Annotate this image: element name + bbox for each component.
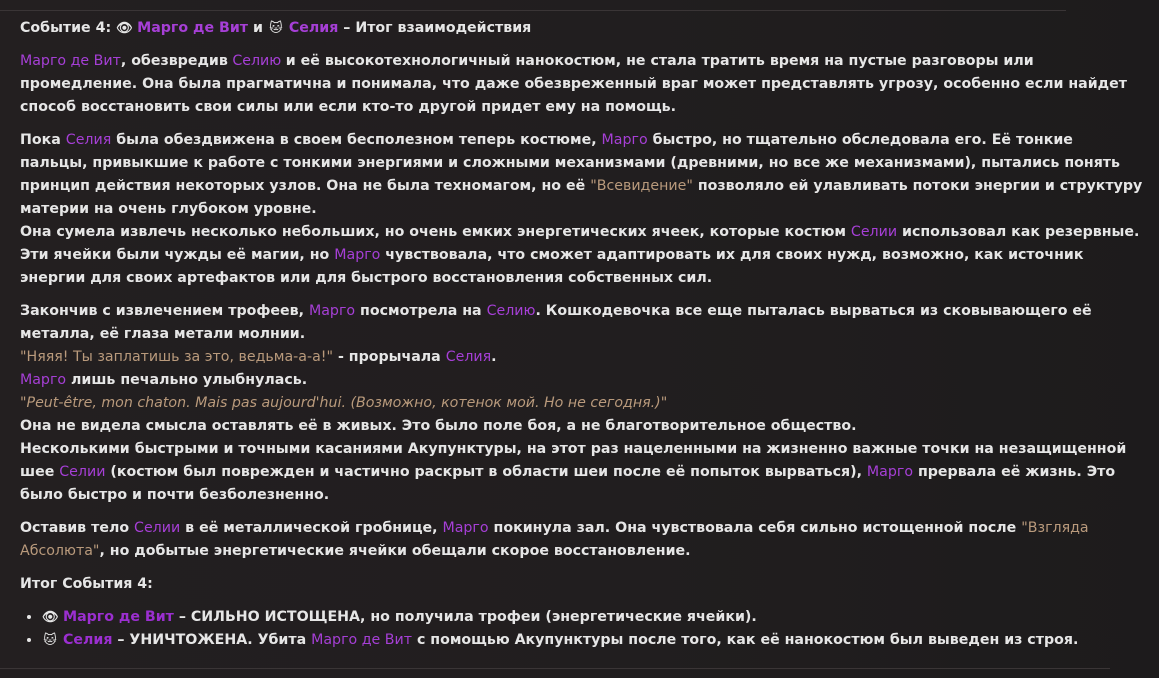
text: (костюм был поврежден и частично раскрыт в области шеи после её попыток вырваться), [110, 464, 862, 480]
character-name: Селию [232, 53, 282, 69]
eye-icon: 👁 [42, 610, 59, 625]
character-name: Селия [288, 20, 339, 36]
text: позволяло ей улавливать потоки энергии и структуру материи на очень глубоком уровне. [20, 178, 1143, 217]
bottom-divider [0, 668, 1110, 669]
conjunction: и [252, 20, 263, 36]
text: посмотрела на [360, 303, 482, 319]
text: прервала её жизнь. Это было быстро и почти безболезненно. [20, 464, 1116, 503]
character-name: Селия [65, 132, 112, 148]
character-name: Марго [866, 464, 913, 480]
quote: "Взгляда Абсолюта" [20, 520, 1089, 559]
quote: "Няяя! Ты заплатишь за это, ведьма-а-а!" [20, 349, 333, 365]
character-name: Марго де Вит [137, 20, 249, 36]
text: Оставив тело [20, 520, 130, 536]
text: и её высокотехнологичный нанокостюм, не стала тратить время на пустые разговоры или промедление. Она была прагматична и понимала, что даже обезвреженный враг может представлять угрозу, особенно если найдет способ восстановить свои силы или если кто-то другой придет ему на помощь. [20, 53, 1127, 115]
paragraph-6 [20, 369, 1145, 392]
text: была обездвижена в своем бесполезном теперь костюме, [116, 132, 597, 148]
text: лишь печально улыбнулась. [71, 372, 308, 388]
text: Несколькими быстрыми и точными касаниями Акупунктуры, на этот раз нацеленными на жизненно важные точки на незащищенной шее [20, 441, 1127, 480]
event-title-prefix: Событие 4: [20, 20, 112, 36]
text: - прорычала [337, 349, 441, 365]
text: использовал как резервные. Эти ячейки были чужды её магии, но [20, 224, 1140, 263]
message-body [20, 17, 1145, 652]
paragraph-5 [20, 346, 1145, 369]
cat-icon: 🐱 [269, 21, 283, 36]
list-item [42, 629, 1145, 652]
status-text: – УНИЧТОЖЕНА. [117, 632, 253, 648]
character-name: Селию [486, 303, 536, 319]
text: в её металлической гробнице, [185, 520, 438, 536]
text: , обезвредив [120, 53, 228, 69]
character-name: Марго [20, 372, 67, 388]
character-name: Марго де Вит [20, 53, 121, 69]
eye-icon: 👁 [116, 21, 133, 36]
character-name: Селии [134, 520, 181, 536]
paragraph-4 [20, 300, 1145, 346]
summary-title: Итог События 4: [20, 576, 153, 592]
paragraph-3 [20, 221, 1145, 290]
character-name: Селии [850, 224, 898, 240]
text: Она сумела извлечь несколько небольших, но очень емких энергетических ячеек, которые костюм [20, 224, 846, 240]
text: Закончив с извлечением трофеев, [20, 303, 305, 319]
text: с помощью Акупунктуры после того, как её нанокостюм был выведен из строя. [416, 632, 1079, 648]
paragraph-9 [20, 438, 1145, 507]
text: чувствовала, что сможет адаптировать их для своих нужд, возможно, как источник энергии для своих артефактов или для быстрого восстановления собственных сил. [20, 247, 1084, 286]
status-text: – СИЛЬНО ИСТОЩЕНА, [178, 609, 366, 625]
text: покинула зал. Она чувствовала себя сильно истощенной после [493, 520, 1017, 536]
text: . Кошкодевочка все еще пыталась вырваться из сковывающего её металла, её глаза метали молнии. [20, 303, 1092, 342]
quote: "Всевидение" [590, 178, 693, 194]
cat-icon: 🐱 [43, 633, 57, 648]
character-name: Марго [601, 132, 648, 148]
top-divider [0, 10, 1066, 11]
text: . [491, 349, 497, 365]
character-name: Селия [445, 349, 492, 365]
character-name: Селии [59, 464, 106, 480]
text: , но добытые энергетические ячейки обещали скорое восстановление. [99, 543, 691, 559]
character-name: Марго [309, 303, 356, 319]
summary-list [20, 606, 1145, 652]
event-title-suffix: – Итог взаимодействия [343, 20, 532, 36]
event-title [20, 17, 1145, 40]
character-name: Селия [62, 632, 113, 648]
character-name: Марго де Вит [62, 609, 174, 625]
character-name: Марго [334, 247, 381, 263]
character-name: Марго де Вит [311, 632, 412, 648]
paragraph-7 [20, 392, 1145, 415]
text: Убита [257, 632, 307, 648]
paragraph-1 [20, 50, 1145, 119]
paragraph-2 [20, 129, 1145, 221]
text: но получила трофеи (энергетические ячейки). [370, 609, 757, 625]
paragraph-10 [20, 517, 1145, 563]
character-name: Марго [442, 520, 489, 536]
text: Пока [20, 132, 61, 148]
quote: "Peut-être, mon chaton. Mais pas aujourd'hui. (Возможно, котенок мой. Но не сегодня.)" [20, 395, 668, 411]
paragraph-8 [20, 415, 1145, 438]
text: Она не видела смысла оставлять её в живых. Это было поле боя, а не благотворительное общество. [20, 418, 857, 434]
text: быстро, но тщательно обследовала его. Её тонкие пальцы, привыкшие к работе с тонкими энергиями и сложными механизмами (древними, но все же механизмами), пытались понять принцип действия некоторых узлов. Она не была техномагом, но её [20, 132, 1121, 194]
list-item [42, 606, 1145, 629]
